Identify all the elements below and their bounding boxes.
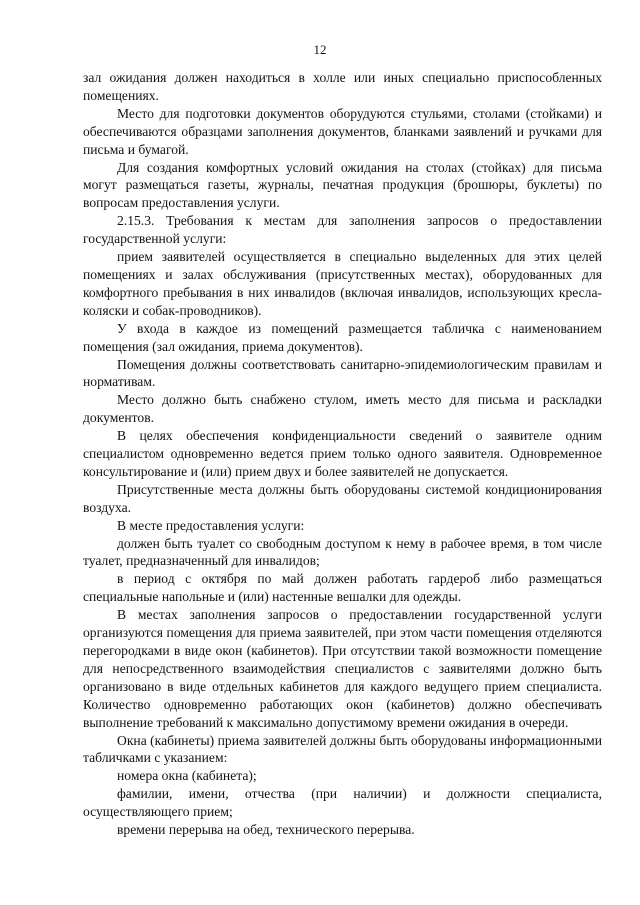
paragraph: номера окна (кабинета); [117,768,257,784]
paragraph: В местах заполнения запросов о предоставлении государственной услуги организуются помещения для приема заявителей, при этом части помещения отделяются перегородками в виде окон (кабинетов). При отсутствии такой возможности помещение для непосредственного взаимодействия специалистов с заявителями должно быть организовано в виде отдельных кабинетов для каждого ведущего прием специалиста. Количество одновременно работающих окон (кабинетов) должно обеспечивать выполнение требований к максимально допустимому времени ожидания в очереди. [83,607,602,730]
body-text [83,69,602,839]
paragraph: фамилии, имени, отчества (при наличии) и должности специалиста, осуществляющего прием; [83,786,602,820]
paragraph: Место для подготовки документов оборудуются стульями, столами (стойками) и обеспечиваются образцами заполнения документов, бланками заявлений и ручками для письма и бумагой. [83,105,602,157]
paragraph: прием заявителей осуществляется в специально выделенных для этих целей помещениях и залах обслуживания (присутственных местах), оборудованных для комфортного пребывания в них инвалидов (включая инвалидов, использующих кресла-коляски и собак-проводников). [83,249,602,318]
paragraph: В целях обеспечения конфиденциальности сведений о заявителе одним специалистом одновременно ведется прием только одного заявителя. Одновременное консультирование и (или) прием двух и более заявителей не допускается. [83,428,602,479]
paragraph: в период с октября по май должен работать гардероб либо размещаться специальные напольные и (или) настенные вешалки для одежды. [83,571,602,605]
paragraph: У входа в каждое из помещений размещается табличка с наименованием помещения (зал ожидания, приема документов). [83,320,602,354]
paragraph: Место должно быть снабжено стулом, иметь место для письма и раскладки документов. [83,392,602,426]
paragraph: зал ожидания должен находиться в холле или иных специально приспособленных помещениях. [83,70,602,103]
paragraph: Для создания комфортных условий ожидания на столах (стойках) для письма могут размещаться газеты, журналы, печатная продукция (брошюры, буклеты) по вопросам предоставления услуги. [83,159,602,211]
paragraph: должен быть туалет со свободным доступом к нему в рабочее время, в том числе туалет, предназначенный для инвалидов; [83,535,602,569]
paragraph: Присутственные места должны быть оборудованы системой кондиционирования воздуха. [83,481,602,515]
paragraph: Помещения должны соответствовать санитарно-эпидемиологическим правилам и нормативам. [83,356,602,390]
paragraph: Окна (кабинеты) приема заявителей должны быть оборудованы информационными табличками с указанием: [83,732,602,766]
page-number: 12 [313,42,327,57]
paragraph: 2.15.3. Требования к местам для заполнения запросов о предоставлении государственной услуги: [83,213,602,247]
paragraph: времени перерыва на обед, технического перерыва. [117,822,415,838]
paragraph: В месте предоставления услуги: [117,517,305,533]
